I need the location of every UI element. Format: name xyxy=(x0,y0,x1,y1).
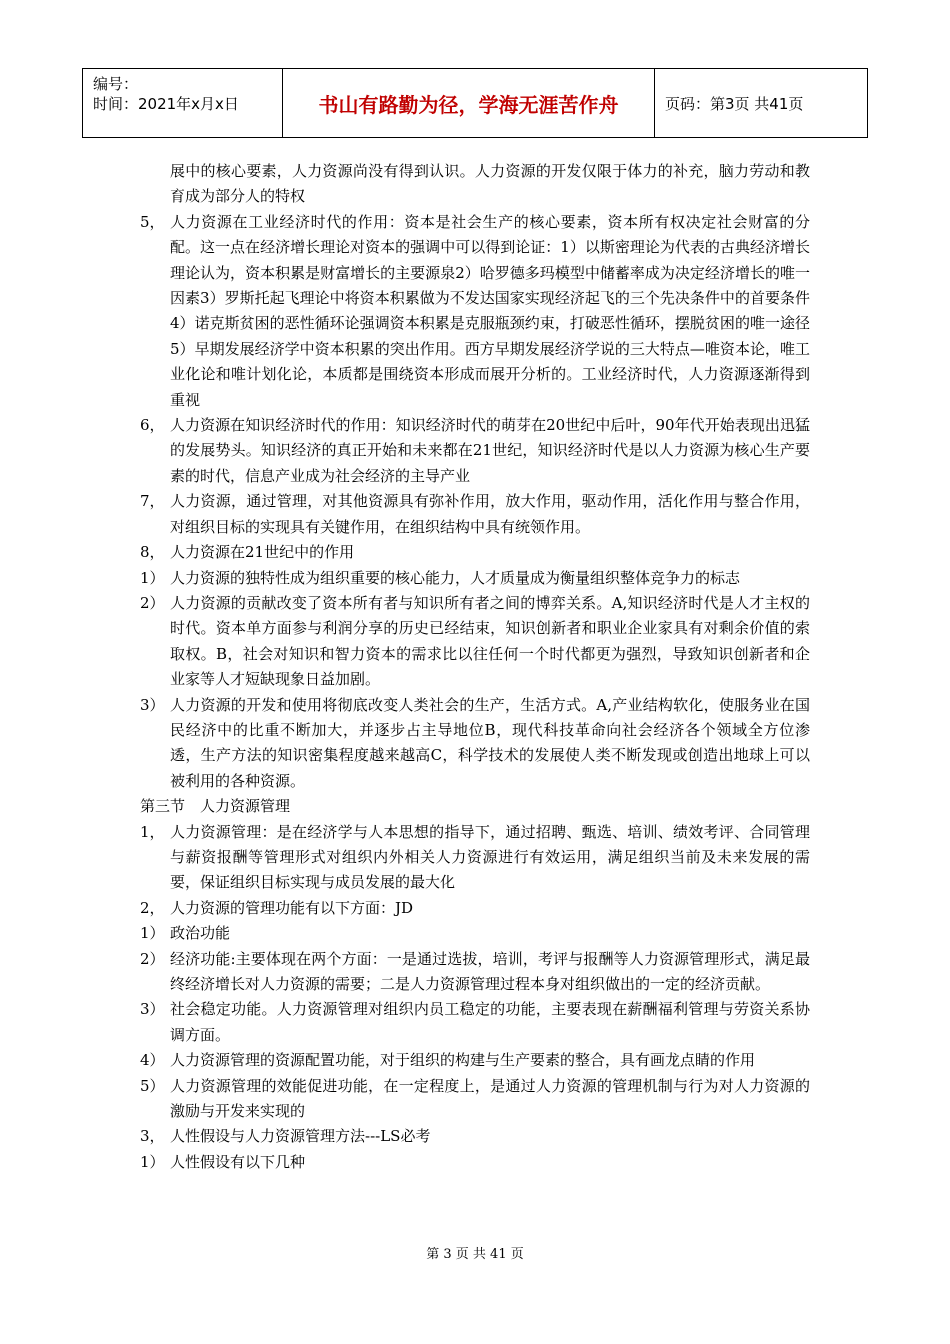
page-footer: 第 3 页 共 41 页 xyxy=(426,1247,524,1262)
section-heading: 第三节 人力资源管理 xyxy=(140,797,291,816)
list-item-label: 7， xyxy=(140,492,165,511)
list-item xyxy=(140,820,810,896)
list-item xyxy=(140,997,810,1048)
header-page-number: 页码：第3页 共41页 xyxy=(665,94,804,113)
list-item-text: 人力资源管理的资源配置功能，对于组织的构建与生产要素的整合，具有画龙点睛的作用 xyxy=(170,1051,756,1070)
list-item-text: 人力资源的管理功能有以下方面：JD xyxy=(170,898,414,917)
list-item-label: 3， xyxy=(140,1127,165,1146)
list-item-text: 人力资源的独特性成为组织重要的核心能力，人才质量成为衡量组织整体竞争力的标志 xyxy=(170,568,741,587)
document-date: 时间：2021年x月x日 xyxy=(93,95,239,113)
list-item xyxy=(140,413,810,489)
list-item-label: 2） xyxy=(140,593,165,612)
list-item xyxy=(140,540,810,565)
list-item-text: 社会稳定功能。人力资源管理对组织内员工稳定的功能，主要表现在薪酬福利管理与劳资关系协调方面。 xyxy=(170,1000,810,1044)
list-item-label: 5） xyxy=(140,1076,165,1095)
list-item xyxy=(140,1150,810,1175)
list-item-text: 人力资源在知识经济时代的作用：知识经济时代的萌芽在20世纪中后叶，90年代开始表现出迅猛的发展势头。知识经济的真正开始和未来都在21世纪，知识经济时代是以人力资源为核心生产要素的时代，信息产业成为社会经济的主导产业 xyxy=(170,416,810,485)
list-item xyxy=(140,921,810,946)
continued-paragraph: 展中的核心要素，人力资源尚没有得到认识。人力资源的开发仅限于体力的补充，脑力劳动和教育成为部分人的特权 xyxy=(170,162,810,206)
list-item xyxy=(140,489,810,540)
list-item xyxy=(140,210,810,413)
list-item-text: 人力资源的开发和使用将彻底改变人类社会的生产，生活方式。A,产业结构软化，使服务业在国民经济中的比重不断加大，并逐步占主导地位B，现代科技革命向社会经济各个领域全方位渗透，生产方法的知识密集程度越来越高C，科学技术的发展使人类不断发现或创造出地球上可以被利用的各种资源。 xyxy=(170,695,810,790)
list-item-label: 6， xyxy=(140,416,165,435)
list-item-label: 2， xyxy=(140,898,165,917)
page-header xyxy=(82,68,868,138)
list-item-label: 1） xyxy=(140,924,165,943)
list-item xyxy=(140,1048,810,1073)
list-item-label: 3） xyxy=(140,695,165,714)
list-item xyxy=(140,566,810,591)
list-item xyxy=(140,591,810,693)
list-item-text: 人力资源在工业经济时代的作用：资本是社会生产的核心要素，资本所有权决定社会财富的分配。这一点在经济增长理论对资本的强调中可以得到论证：1）以斯密理论为代表的古典经济增长理论认为，资本积累是财富增长的主要源泉2）哈罗德多玛模型中储蓄率成为决定经济增长的唯一因素3）罗斯托起飞理论中将资本积累做为不发达国家实现经济起飞的三个先决条件中的首要条件4）诺克斯贫困的恶性循环论强调资本积累是克服瓶颈约束，打破恶性循环，摆脱贫困的唯一途径5）早期发展经济学中资本积累的突出作用。西方早期发展经济学说的三大特点—唯资本论，唯工业化论和唯计划化论，本质都是围绕资本形成而展开分析的。工业经济时代，人力资源逐渐得到重视 xyxy=(170,212,810,409)
list-item-label: 2） xyxy=(140,949,165,968)
list-item-text: 经济功能:主要体现在两个方面：一是通过选拔，培训，考评与报酬等人力资源管理形式，满足最终经济增长对人力资源的需要；二是人力资源管理过程本身对组织做出的一定的经济贡献。 xyxy=(170,949,810,993)
header-motto: 书山有路勤为径，学海无涯苦作舟 xyxy=(283,69,655,137)
list-item-label: 3） xyxy=(140,1000,165,1019)
document-body xyxy=(140,159,810,1175)
list-item-label: 8， xyxy=(140,543,165,562)
list-item-label: 5， xyxy=(140,212,165,231)
list-item xyxy=(140,1124,810,1149)
list-item-text: 人力资源的贡献改变了资本所有者与知识所有者之间的博弈关系。A,知识经济时代是人才主权的时代。资本单方面参与利润分享的历史已经结束，知识创新者和职业企业家具有对剩余价值的索取权。B，社会对知识和智力资本的需求比以往任何一个时代都更为强烈，导致知识创新者和企业家等人才短缺现象日益加剧。 xyxy=(170,593,810,689)
document-number-label: 编号： xyxy=(93,75,139,93)
list-item-label: 1） xyxy=(140,568,165,587)
list-item xyxy=(140,693,810,795)
list-item-text: 人力资源，通过管理，对其他资源具有弥补作用，放大作用，驱动作用，活化作用与整合作用，对组织目标的实现具有关键作用，在组织结构中具有统领作用。 xyxy=(170,492,810,536)
list-item-text: 人力资源管理：是在经济学与人本思想的指导下，通过招聘、甄选、培训、绩效考评、合同管理与薪资报酬等管理形式对组织内外相关人力资源进行有效运用，满足组织当前及未来发展的需要，保证组织目标实现与成员发展的最大化 xyxy=(170,822,810,892)
list-item-text: 人性假设与人力资源管理方法---LS必考 xyxy=(170,1127,431,1146)
list-item-label: 1） xyxy=(140,1152,165,1171)
list-item-label: 4） xyxy=(140,1051,165,1070)
list-item xyxy=(140,896,810,921)
list-item-text: 人力资源在21世纪中的作用 xyxy=(170,543,355,562)
list-item xyxy=(140,1074,810,1125)
list-item-text: 人性假设有以下几种 xyxy=(170,1152,306,1171)
list-item-text: 政治功能 xyxy=(170,924,231,943)
list-item xyxy=(140,947,810,998)
list-item-text: 人力资源管理的效能促进功能，在一定程度上，是通过人力资源的管理机制与行为对人力资源的激励与开发来实现的 xyxy=(170,1076,810,1121)
header-info xyxy=(83,69,283,137)
list-item-label: 1， xyxy=(140,822,165,841)
